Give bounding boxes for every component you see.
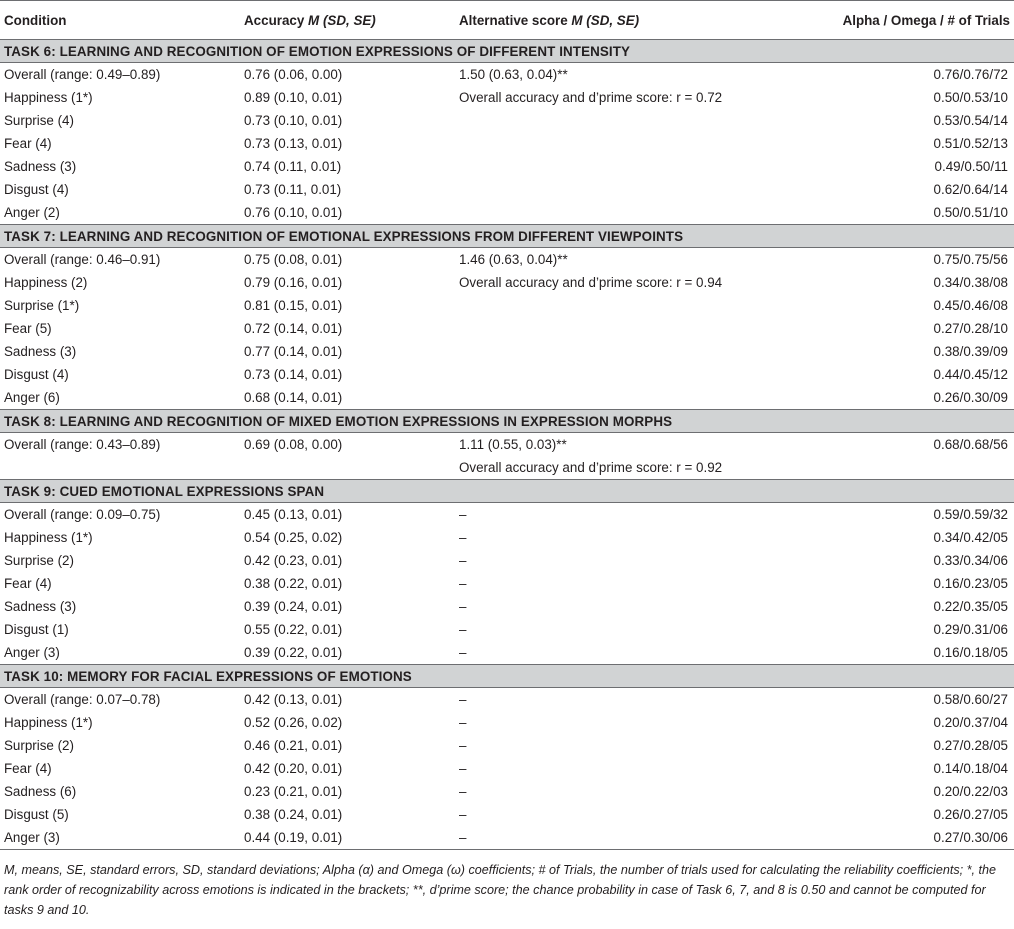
cell-alternative: – (459, 692, 467, 707)
cell-accuracy: 0.75 (0.08, 0.01) (244, 252, 343, 267)
table-row (0, 734, 1014, 757)
cell-alternative (455, 178, 795, 201)
cell-alternative (455, 386, 795, 410)
cell-alternative (455, 317, 795, 340)
cell-reliability (795, 456, 1014, 480)
cell-alternative: – (459, 576, 467, 591)
cell-accuracy: 0.38 (0.24, 0.01) (244, 807, 343, 822)
table-row (0, 201, 1014, 225)
cell-condition: Anger (3) (4, 645, 60, 660)
table-row (0, 386, 1014, 410)
cell-reliability: 0.22/0.35/05 (933, 599, 1008, 614)
header-alt-prefix: Alternative score (459, 12, 568, 28)
cell-alternative (455, 363, 795, 386)
table-row (0, 688, 1014, 712)
cell-reliability: 0.27/0.28/05 (933, 738, 1008, 753)
cell-accuracy: 0.45 (0.13, 0.01) (244, 507, 343, 522)
cell-alternative (455, 155, 795, 178)
header-alt-stat: M (571, 12, 583, 28)
cell-alternative: Overall accuracy and d’prime score: r = 0.72 (459, 90, 723, 105)
table-row (0, 294, 1014, 317)
cell-accuracy: 0.52 (0.26, 0.02) (244, 715, 343, 730)
table-row (0, 549, 1014, 572)
table-row (0, 456, 1014, 480)
cell-accuracy: 0.73 (0.13, 0.01) (244, 136, 343, 151)
cell-alternative (455, 340, 795, 363)
cell-condition: Surprise (2) (4, 553, 74, 568)
cell-reliability: 0.51/0.52/13 (933, 136, 1008, 151)
cell-condition: Sadness (3) (4, 599, 77, 614)
cell-condition: Disgust (4) (4, 182, 69, 197)
cell-accuracy (240, 456, 455, 480)
header-accuracy (240, 1, 455, 40)
table-row (0, 641, 1014, 665)
table-row (0, 595, 1014, 618)
section-title: TASK 8: LEARNING AND RECOGNITION OF MIXED EMOTION EXPRESSIONS IN EXPRESSION MORPHS (0, 410, 1014, 433)
table-row (0, 63, 1014, 87)
cell-condition: Happiness (1*) (4, 530, 93, 545)
cell-condition: Fear (5) (4, 321, 52, 336)
cell-accuracy: 0.81 (0.15, 0.01) (244, 298, 343, 313)
cell-condition: Sadness (3) (4, 159, 77, 174)
cell-condition: Surprise (4) (4, 113, 74, 128)
cell-reliability: 0.50/0.53/10 (933, 90, 1008, 105)
cell-reliability: 0.50/0.51/10 (933, 205, 1008, 220)
cell-accuracy: 0.42 (0.13, 0.01) (244, 692, 343, 707)
table-row (0, 711, 1014, 734)
cell-alternative: 1.11 (0.55, 0.03)** (459, 437, 567, 452)
cell-accuracy: 0.44 (0.19, 0.01) (240, 826, 455, 850)
header-alt-sd: (SD, SE) (586, 12, 640, 28)
cell-condition: Disgust (1) (4, 622, 69, 637)
cell-condition: Anger (2) (4, 205, 60, 220)
cell-alternative: Overall accuracy and d’prime score: r = 0.92 (459, 460, 723, 475)
section-header-row (0, 480, 1014, 503)
table-row (0, 757, 1014, 780)
cell-alternative: – (459, 622, 467, 637)
table-row (0, 433, 1014, 457)
header-alternative (455, 1, 795, 40)
cell-reliability: 0.20/0.37/04 (933, 715, 1008, 730)
cell-condition: Sadness (6) (4, 784, 77, 799)
cell-reliability: 0.34/0.38/08 (933, 275, 1008, 290)
cell-reliability: 0.29/0.31/06 (933, 622, 1008, 637)
cell-reliability: 0.26/0.27/05 (933, 807, 1008, 822)
cell-condition: Happiness (1*) (4, 715, 93, 730)
table-row (0, 826, 1014, 850)
cell-accuracy: 0.72 (0.14, 0.01) (244, 321, 343, 336)
cell-accuracy: 0.55 (0.22, 0.01) (244, 622, 343, 637)
cell-reliability: 0.33/0.34/06 (933, 553, 1008, 568)
header-condition: Condition (0, 1, 240, 40)
header-accuracy-stat: M (308, 12, 320, 28)
cell-alternative: – (459, 761, 467, 776)
cell-condition: Fear (4) (4, 136, 52, 151)
cell-accuracy: 0.39 (0.24, 0.01) (244, 599, 343, 614)
section-title: TASK 7: LEARNING AND RECOGNITION OF EMOTIONAL EXPRESSIONS FROM DIFFERENT VIEWPOINTS (0, 225, 1014, 248)
cell-condition: Disgust (4) (4, 367, 69, 382)
cell-reliability: 0.75/0.75/56 (933, 252, 1008, 267)
section-header-row (0, 225, 1014, 248)
cell-accuracy: 0.73 (0.14, 0.01) (244, 367, 343, 382)
table-row (0, 132, 1014, 155)
header-accuracy-sd: (SD, SE) (322, 12, 376, 28)
cell-alternative: – (459, 807, 467, 822)
cell-condition: Overall (range: 0.49–0.89) (4, 67, 161, 82)
header-accuracy-prefix: Accuracy (244, 12, 305, 28)
cell-reliability: 0.26/0.30/09 (933, 390, 1008, 405)
cell-alternative (455, 132, 795, 155)
cell-accuracy: 0.77 (0.14, 0.01) (244, 344, 343, 359)
cell-accuracy: 0.23 (0.21, 0.01) (244, 784, 343, 799)
table-row (0, 109, 1014, 132)
cell-reliability: 0.62/0.64/14 (933, 182, 1008, 197)
cell-condition: Fear (4) (4, 761, 52, 776)
cell-accuracy: 0.46 (0.21, 0.01) (244, 738, 343, 753)
cell-reliability: 0.20/0.22/03 (933, 784, 1008, 799)
cell-alternative: – (459, 599, 467, 614)
cell-reliability: 0.49/0.50/11 (934, 159, 1008, 174)
cell-reliability: 0.14/0.18/04 (933, 761, 1008, 776)
table-row (0, 340, 1014, 363)
table-row (0, 86, 1014, 109)
cell-accuracy: 0.69 (0.08, 0.00) (244, 437, 343, 452)
table-row (0, 780, 1014, 803)
cell-condition: Overall (range: 0.46–0.91) (4, 252, 161, 267)
cell-alternative: – (459, 738, 467, 753)
section-header-row (0, 410, 1014, 433)
cell-accuracy: 0.89 (0.10, 0.01) (244, 90, 343, 105)
cell-condition (0, 456, 240, 480)
cell-accuracy: 0.39 (0.22, 0.01) (244, 645, 343, 660)
section-header-row (0, 665, 1014, 688)
cell-accuracy: 0.73 (0.10, 0.01) (244, 113, 343, 128)
cell-alternative: – (459, 553, 467, 568)
cell-reliability: 0.16/0.23/05 (933, 576, 1008, 591)
cell-condition: Anger (3) (0, 826, 240, 850)
cell-accuracy: 0.54 (0.25, 0.02) (244, 530, 343, 545)
cell-accuracy: 0.79 (0.16, 0.01) (244, 275, 343, 290)
cell-accuracy: 0.73 (0.11, 0.01) (244, 182, 342, 197)
cell-reliability: 0.45/0.46/08 (933, 298, 1008, 313)
cell-alternative: Overall accuracy and d’prime score: r = 0.94 (459, 275, 723, 290)
cell-accuracy: 0.42 (0.20, 0.01) (244, 761, 343, 776)
cell-alternative (455, 294, 795, 317)
table-footnote: M, means, SE, standard errors, SD, standard deviations; Alpha (α) and Omega (ω) coefficients; # of Trials, the number of trials used for calculating the reliability coefficients; *, the rank order of recognizability across emotions is indicated in the brackets; **, d’prime score; the chance probability in case of Task 6, 7, and 8 is 0.50 and cannot be computed for tasks 9 and 10. (4, 863, 997, 917)
cell-condition: Anger (6) (4, 390, 60, 405)
cell-accuracy: 0.74 (0.11, 0.01) (244, 159, 342, 174)
table-row (0, 803, 1014, 826)
cell-alternative: – (459, 507, 467, 522)
table-row (0, 178, 1014, 201)
cell-alternative (455, 109, 795, 132)
cell-condition: Happiness (2) (4, 275, 88, 290)
cell-condition: Sadness (3) (4, 344, 77, 359)
cell-reliability: 0.27/0.28/10 (933, 321, 1008, 336)
header-reliability: Alpha / Omega / # of Trials (795, 1, 1014, 40)
cell-alternative: – (459, 530, 467, 545)
table-row (0, 248, 1014, 272)
cell-reliability: 0.53/0.54/14 (933, 113, 1008, 128)
section-title: TASK 10: MEMORY FOR FACIAL EXPRESSIONS OF EMOTIONS (0, 665, 1014, 688)
cell-reliability: 0.68/0.68/56 (933, 437, 1008, 452)
table-row (0, 155, 1014, 178)
cell-condition: Fear (4) (4, 576, 52, 591)
cell-condition: Surprise (2) (4, 738, 74, 753)
cell-accuracy: 0.76 (0.10, 0.01) (244, 205, 343, 220)
cell-condition: Overall (range: 0.43–0.89) (4, 437, 161, 452)
table-row (0, 317, 1014, 340)
cell-alternative: 1.46 (0.63, 0.04)** (459, 252, 568, 267)
cell-alternative: – (459, 784, 467, 799)
cell-accuracy: 0.76 (0.06, 0.00) (244, 67, 343, 82)
cell-condition: Surprise (1*) (4, 298, 80, 313)
table-row (0, 363, 1014, 386)
cell-alternative: – (455, 826, 795, 850)
cell-condition: Overall (range: 0.09–0.75) (4, 507, 161, 522)
cell-reliability: 0.58/0.60/27 (933, 692, 1008, 707)
cell-reliability: 0.44/0.45/12 (933, 367, 1008, 382)
table-row (0, 572, 1014, 595)
cell-alternative: 1.50 (0.63, 0.04)** (459, 67, 568, 82)
cell-alternative: – (459, 715, 467, 730)
cell-accuracy: 0.42 (0.23, 0.01) (244, 553, 343, 568)
table-body (0, 40, 1014, 850)
cell-reliability: 0.38/0.39/09 (933, 344, 1008, 359)
cell-reliability: 0.76/0.76/72 (933, 67, 1008, 82)
cell-condition: Overall (range: 0.07–0.78) (4, 692, 161, 707)
cell-reliability: 0.16/0.18/05 (933, 645, 1008, 660)
table-row (0, 503, 1014, 527)
cell-alternative (455, 201, 795, 225)
table-row (0, 271, 1014, 294)
cell-accuracy: 0.68 (0.14, 0.01) (244, 390, 343, 405)
table-row (0, 618, 1014, 641)
section-title: TASK 6: LEARNING AND RECOGNITION OF EMOTION EXPRESSIONS OF DIFFERENT INTENSITY (0, 40, 1014, 63)
table-row (0, 526, 1014, 549)
cell-reliability: 0.59/0.59/32 (933, 507, 1008, 522)
cell-reliability: 0.34/0.42/05 (933, 530, 1008, 545)
section-header-row (0, 40, 1014, 63)
cell-condition: Happiness (1*) (4, 90, 93, 105)
section-title: TASK 9: CUED EMOTIONAL EXPRESSIONS SPAN (0, 480, 1014, 503)
cell-alternative: – (459, 645, 467, 660)
cell-accuracy: 0.38 (0.22, 0.01) (244, 576, 343, 591)
cell-reliability: 0.27/0.30/06 (795, 826, 1014, 850)
cell-condition: Disgust (5) (4, 807, 69, 822)
table-header (0, 1, 1014, 40)
